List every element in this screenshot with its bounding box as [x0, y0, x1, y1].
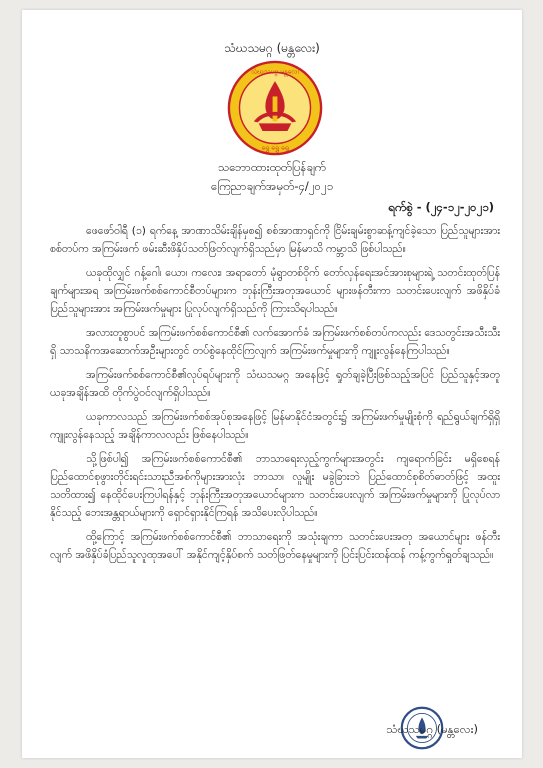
- paragraph: ယခုထိုလျှင် ဂန့်ဂေါ၊ ယော၊ ကလေး၊ အရာတော် မုံရွာတစ်ဝိုက် တော်လှန်ရေးအင်အားစုများရဲ့ သတင်းထုတ်ပြန်ချက်များအရ အကြမ်းဖက်စစ်ကောင်စီတပ်များက ဘုန်းကြီးအတုအယောင် များဖန်တီးကာ သတင်းပေးလျက် အဖိနှိပ်ခံပြည်သူများအား အကြမ်းဖက်မှုများ ပြုလုပ်လျက်ရှိသည်ကို ကြားသိရပါသည်။: [50, 267, 500, 315]
- paragraph: သို့ဖြစ်ပါ၍ အကြမ်းဖက်စစ်ကောင်စီ၏ ဘာသာရေးလှည့်ကွက်များအတွင်း ကျရောက်ခြင်း မရှိစေရန် ပြည်ထောင်စုဖွားတိုင်းရင်းသားညီအစ်ကိုများအားလုံး ဘာသာ၊ လူမျိုး မခွဲခြားဘဲ ပြည်ထောင်စုစိတ်ဓာတ်ဖြင့် အထူးသတိထား၍ နေထိုင်ပေးကြပါရန်နှင့် ဘုန်းကြီးအတုအယောင်များက သတင်းပေးလျက် အကြမ်းဖက်မှုများကို ပြုလုပ်လာနိုင်သည့် ဘေးအန္တရာယ်များကို ရှောင်ရှားနိုင်ကြရန် အသိပေးလိုပါသည်။: [50, 453, 500, 519]
- document-title: သဘောထားထုတ်ပြန်ချက်: [218, 160, 326, 174]
- paragraph: ဖေဖော်ဝါရီ (၁) ရက်နေ့ အာဏာသိမ်းချိန်မှစ၍ စစ်အာဏာရှင်ကို ငြိမ်းချမ်းစွာဆန့်ကျင်ခဲ့သော ပြည်သူများအား စစ်တပ်က အကြမ်းဖက် ဖမ်းဆီးဖိနှိပ်သတ်ဖြတ်လျက်ရှိသည်မှာ မြန်မာသိ ကမ္ဘာသိ ဖြစ်ပါသည်။: [50, 225, 500, 255]
- seal-text-top: သံဃသမဂ္ဂ မန္တလေး: [250, 67, 300, 76]
- paragraph: အကြမ်းဖက်စစ်ကောင်စီ၏လုပ်ရပ်များကို သံဃသမဂ္ဂ အနေဖြင့် ရှုတ်ချခဲ့ပြီးဖြစ်သည့်အပြင် ပြည်သူနှင့်အတူ ယခုအချိန်အထိ တိုက်ပွဲဝင်လျက်ရှိပါသည်။: [50, 369, 500, 399]
- footer-organization-name: သံဃသမဂ္ဂ (မန္တလေး): [386, 722, 478, 736]
- organization-seal: [227, 60, 323, 156]
- statement-body: [50, 222, 500, 570]
- paragraph: ယခုကာလသည် အကြမ်းဖက်စစ်အုပ်စုအနေဖြင့် မြန်မာနိုင်ငံအတွင်း၌ အကြမ်းဖက်မှုမျိုးစုံကို ရည်ရွယ်ချက်ရှိရှိ ကျူးလွန်နေသည့် အချိန်ကာလလည်း ဖြစ်နေပါသည်။: [50, 411, 500, 441]
- seal-text-bottom: ရွှေ ရွှေ ရွှေ: [261, 143, 289, 152]
- document-page: [22, 10, 522, 758]
- paragraph: အလားတူစွာပင် အကြမ်းဖက်စစ်ကောင်စီ၏ လက်အောက်ခံ အကြမ်းဖက်စစ်တပ်ကလည်း ဒေသတွင်းအသီးသီးရှိ သာသနိကအဆောက်အဦးများတွင် တပ်စွဲနေထိုင်ကြလျက် အကြမ်းဖက်မှုများကို ကျူးလွန်နေကြပါသည်။: [50, 327, 500, 357]
- document-date: ရက်စွဲ - (၂၄-၁၂-၂၀၂၁): [388, 200, 494, 214]
- organization-name: သံဃသမဂ္ဂ (မန္တလေး): [224, 41, 320, 55]
- paragraph: ထို့ကြောင့် အကြမ်းဖက်စစ်ကောင်စီ၏ ဘာသာရေးကို အသုံးချကာ သတင်းပေးအတု အယောင်များ ဖန်တီးလျက် အဖိနှိပ်ခံပြည်သူလူထုအပေါ် အနိုင်ကျင့်နှိပ်စက် သတ်ဖြတ်နေမှုများကို ပြင်းပြင်းထန်ထန် ကန့်ကွက်ရှုတ်ချသည်။: [50, 531, 500, 561]
- announcement-number: ကြေညာချက်အမှတ်-၄/၂၀၂၁: [210, 179, 334, 193]
